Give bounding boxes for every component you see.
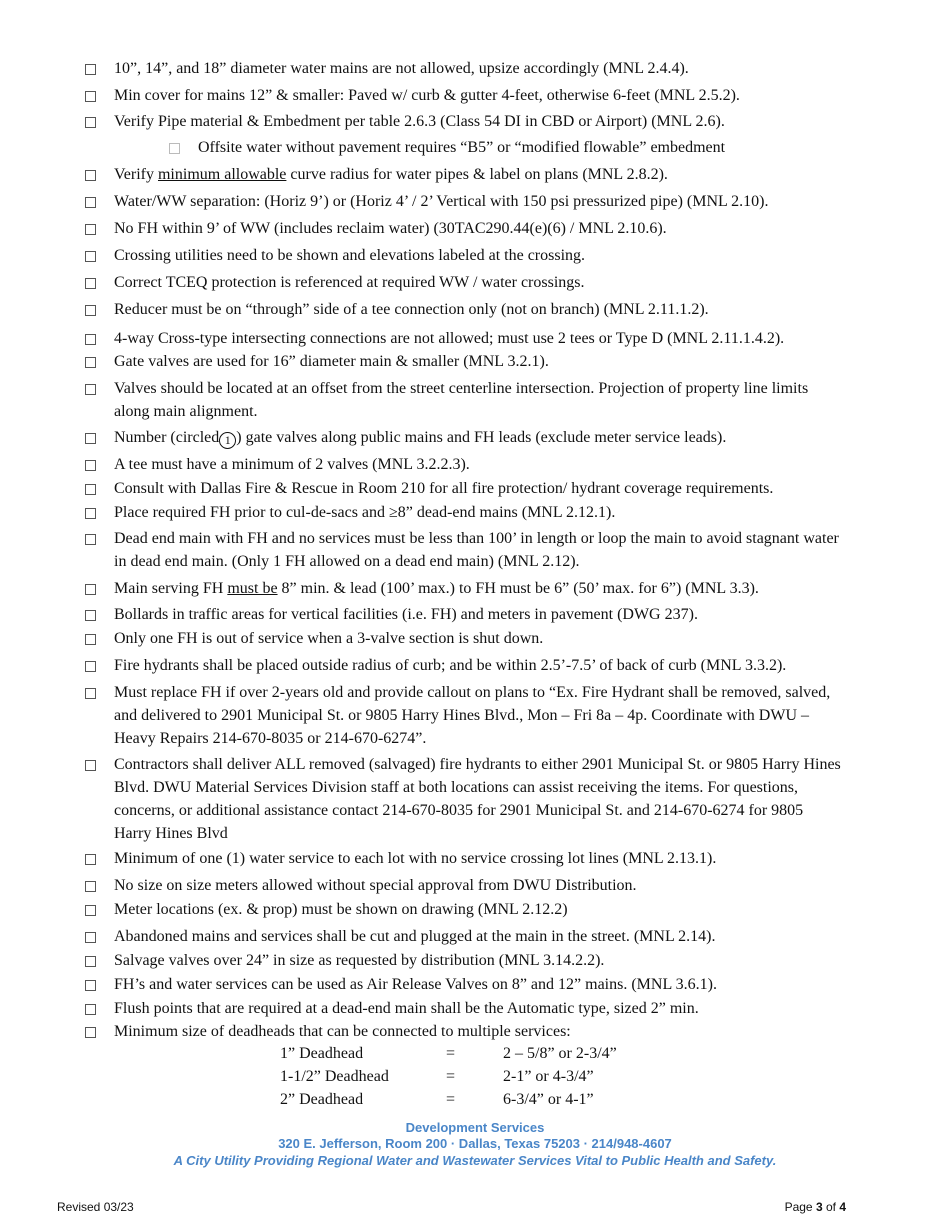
checkbox[interactable] bbox=[85, 484, 96, 495]
deadhead-value: 2 – 5/8” or 2-3/4” bbox=[503, 1045, 617, 1062]
deadhead-value: 6-3/4” or 4-1” bbox=[503, 1091, 594, 1108]
item-text: Contractors shall deliver ALL removed (salvaged) fire hydrants to either 2901 Municipal St. or 9805 Harry Hines Blvd. DWU Material Services Division staff at both locations can assist receiving the items. For questions, concerns, or additional assistance contact 214-670-8035 for 2901 Municipal St. and 214-670-6274 for 9805 Harry Hines Blvd bbox=[114, 756, 841, 842]
checklist-item bbox=[84, 350, 844, 373]
checkbox[interactable] bbox=[85, 64, 96, 75]
item-text: Crossing utilities need to be shown and elevations labeled at the crossing. bbox=[114, 247, 586, 264]
checklist-item bbox=[84, 681, 844, 750]
checklist-item bbox=[84, 753, 844, 845]
item-text-pre: Main serving FH bbox=[114, 580, 228, 597]
checklist-item bbox=[84, 847, 844, 870]
checkbox[interactable] bbox=[85, 334, 96, 345]
checklist-item bbox=[84, 925, 844, 948]
checkbox[interactable] bbox=[85, 980, 96, 991]
footer-address: 320 E. Jefferson, Room 200 · Dallas, Texas 75203 · 214/948-4607 bbox=[278, 1136, 672, 1151]
checkbox[interactable] bbox=[85, 508, 96, 519]
checkbox[interactable] bbox=[85, 305, 96, 316]
item-text: 4-way Cross-type intersecting connections are not allowed; must use 2 tees or Type D (MNL 2.11.1.4.2). bbox=[114, 330, 785, 347]
checkbox[interactable] bbox=[85, 91, 96, 102]
checklist-item bbox=[84, 577, 844, 600]
checkbox[interactable] bbox=[85, 760, 96, 771]
checkbox[interactable] bbox=[85, 197, 96, 208]
checklist-item bbox=[84, 327, 844, 350]
checklist-item bbox=[84, 898, 844, 921]
checklist-item bbox=[84, 271, 844, 294]
checklist-item bbox=[84, 627, 844, 650]
checkbox[interactable] bbox=[85, 881, 96, 892]
checklist-item bbox=[84, 163, 844, 186]
item-text: Verify Pipe material & Embedment per table 2.6.3 (Class 54 DI in CBD or Airport) (MNL 2.6). bbox=[114, 113, 725, 130]
deadhead-equals: = bbox=[446, 1045, 456, 1062]
item-text: Dead end main with FH and no services must be less than 100’ in length or loop the main to avoid stagnant water in dead end main. (Only 1 FH allowed on a dead end main) (MNL 2.12). bbox=[114, 530, 839, 570]
item-text: Flush points that are required at a dead-end main shall be the Automatic type, sized 2” min. bbox=[114, 1000, 699, 1017]
item-text: Minimum of one (1) water service to each lot with no service crossing lot lines (MNL 2.13.1). bbox=[114, 850, 717, 867]
checklist-item bbox=[84, 874, 844, 897]
checkbox[interactable] bbox=[85, 224, 96, 235]
item-text: Min cover for mains 12” & smaller: Paved w/ curb & gutter 4-feet, otherwise 6-feet (MNL 2.5.2). bbox=[114, 87, 740, 104]
item-text: Fire hydrants shall be placed outside radius of curb; and be within 2.5’-7.5’ of back of curb (MNL 3.3.2). bbox=[114, 657, 787, 674]
checklist-subitem bbox=[168, 136, 768, 159]
item-text-post: 8” min. & lead (100’ max.) to FH must be 6” (50’ max. for 6”) (MNL 3.3). bbox=[277, 580, 759, 597]
item-text-post: curve radius for water pipes & label on plans (MNL 2.8.2). bbox=[286, 166, 668, 183]
checklist-item bbox=[84, 453, 844, 476]
checklist-item bbox=[84, 84, 844, 107]
checkbox[interactable] bbox=[85, 117, 96, 128]
checkbox[interactable] bbox=[85, 357, 96, 368]
item-text: Must replace FH if over 2-years old and provide callout on plans to “Ex. Fire Hydrant shall be removed, salved, and delivered to 2901 Municipal St. or 9805 Harry Hines Blvd., Mon – Fri 8a – 4p. Coordinate with DWU – Heavy Repairs 214-670-8035 or 214-670-6274”. bbox=[114, 684, 831, 747]
item-text: A tee must have a minimum of 2 valves (MNL 3.2.2.3). bbox=[114, 456, 470, 473]
deadhead-equals: = bbox=[446, 1091, 456, 1108]
checkbox[interactable] bbox=[85, 905, 96, 916]
checklist-item bbox=[84, 603, 844, 626]
checkbox[interactable] bbox=[85, 688, 96, 699]
footer-tagline: A City Utility Providing Regional Water and Wastewater Services Vital to Public Health and Safety. bbox=[173, 1153, 777, 1168]
item-text: No FH within 9’ of WW (includes reclaim water) (30TAC290.44(e)(6) / MNL 2.10.6). bbox=[114, 220, 667, 237]
item-text: Reducer must be on “through” side of a tee connection only (not on branch) (MNL 2.11.1.2). bbox=[114, 301, 709, 318]
checkbox[interactable] bbox=[85, 854, 96, 865]
item-text: Minimum size of deadheads that can be connected to multiple services: bbox=[114, 1023, 571, 1040]
checkbox[interactable] bbox=[85, 1004, 96, 1015]
checklist-item bbox=[84, 527, 844, 573]
item-text: Bollards in traffic areas for vertical facilities (i.e. FH) and meters in pavement (DWG 237). bbox=[114, 606, 698, 623]
checkbox[interactable] bbox=[85, 460, 96, 471]
checkbox[interactable] bbox=[85, 433, 96, 444]
page-current: 3 bbox=[815, 1200, 823, 1214]
item-text: Water/WW separation: (Horiz 9’) or (Horiz 4’ / 2’ Vertical with 150 psi pressurized pipe) (MNL 2.10). bbox=[114, 193, 769, 210]
page-number bbox=[785, 1200, 846, 1214]
checkbox[interactable] bbox=[85, 932, 96, 943]
item-text: FH’s and water services can be used as Air Release Valves on 8” and 12” mains. (MNL 3.6.1). bbox=[114, 976, 717, 993]
deadhead-value: 2-1” or 4-3/4” bbox=[503, 1068, 594, 1085]
item-text: Consult with Dallas Fire & Rescue in Room 210 for all fire protection/ hydrant coverage requirements. bbox=[114, 480, 774, 497]
checklist-item bbox=[84, 654, 844, 677]
item-text-underlined: must be bbox=[227, 580, 278, 597]
deadhead-size: 2” Deadhead bbox=[280, 1091, 364, 1108]
item-text: Correct TCEQ protection is referenced at required WW / water crossings. bbox=[114, 274, 585, 291]
checklist-item bbox=[84, 217, 844, 240]
circled-number: 1 bbox=[219, 432, 236, 449]
deadhead-equals: = bbox=[446, 1068, 456, 1085]
checklist-item bbox=[84, 949, 844, 972]
item-text: Salvage valves over 24” in size as requested by distribution (MNL 3.14.2.2). bbox=[114, 952, 605, 969]
checklist-item bbox=[84, 973, 844, 996]
checkbox[interactable] bbox=[85, 251, 96, 262]
item-text: Gate valves are used for 16” diameter main & smaller (MNL 3.2.1). bbox=[114, 353, 549, 370]
checkbox[interactable] bbox=[85, 384, 96, 395]
checklist-item bbox=[84, 190, 844, 213]
checklist-item bbox=[84, 997, 844, 1020]
checklist-item bbox=[84, 377, 844, 423]
footer-department: Development Services bbox=[405, 1120, 545, 1135]
item-text: Offsite water without pavement requires “B5” or “modified flowable” embedment bbox=[198, 139, 726, 156]
checklist-item bbox=[84, 1020, 844, 1043]
checklist-item bbox=[84, 244, 844, 267]
deadhead-size: 1” Deadhead bbox=[280, 1045, 364, 1062]
checklist-item bbox=[84, 426, 844, 449]
item-text-post: ) gate valves along public mains and FH leads (exclude meter service leads). bbox=[236, 429, 727, 446]
checkbox[interactable] bbox=[85, 278, 96, 289]
checklist-item bbox=[84, 110, 844, 133]
checkbox[interactable] bbox=[85, 584, 96, 595]
page-prefix: Page bbox=[784, 1200, 816, 1214]
item-text-underlined: minimum allowable bbox=[157, 166, 287, 183]
item-text: 10”, 14”, and 18” diameter water mains are not allowed, upsize accordingly (MNL 2.4.4). bbox=[114, 60, 689, 77]
item-text bbox=[114, 163, 844, 186]
checklist-item bbox=[84, 57, 844, 80]
page-total: 4 bbox=[839, 1200, 846, 1214]
revised-date: Revised 03/23 bbox=[57, 1200, 134, 1214]
page-of: of bbox=[822, 1200, 840, 1214]
item-text: Meter locations (ex. & prop) must be shown on drawing (MNL 2.12.2) bbox=[114, 901, 568, 918]
item-text: Place required FH prior to cul-de-sacs and ≥8” dead-end mains (MNL 2.12.1). bbox=[114, 504, 616, 521]
checkbox[interactable] bbox=[85, 170, 96, 181]
item-text bbox=[114, 577, 844, 600]
checklist-item bbox=[84, 501, 844, 524]
item-text bbox=[114, 426, 844, 449]
checkbox[interactable] bbox=[85, 956, 96, 967]
item-text: Valves should be located at an offset from the street centerline intersection. Projection of property line limits along main alignment. bbox=[114, 380, 809, 420]
checkbox[interactable] bbox=[85, 534, 96, 545]
checkbox[interactable] bbox=[85, 610, 96, 621]
checklist-item bbox=[84, 298, 844, 321]
item-text: Abandoned mains and services shall be cut and plugged at the main in the street. (MNL 2.14). bbox=[114, 928, 716, 945]
checkbox[interactable] bbox=[85, 634, 96, 645]
item-text-pre: Verify bbox=[114, 166, 158, 183]
item-text: Only one FH is out of service when a 3-valve section is shut down. bbox=[114, 630, 544, 647]
deadhead-size: 1-1/2” Deadhead bbox=[280, 1068, 389, 1085]
checklist-item bbox=[84, 477, 844, 500]
checkbox[interactable] bbox=[85, 1027, 96, 1038]
checkbox[interactable] bbox=[169, 143, 180, 154]
item-text-pre: Number (circled bbox=[114, 429, 220, 446]
checkbox[interactable] bbox=[85, 661, 96, 672]
item-text: No size on size meters allowed without special approval from DWU Distribution. bbox=[114, 877, 637, 894]
